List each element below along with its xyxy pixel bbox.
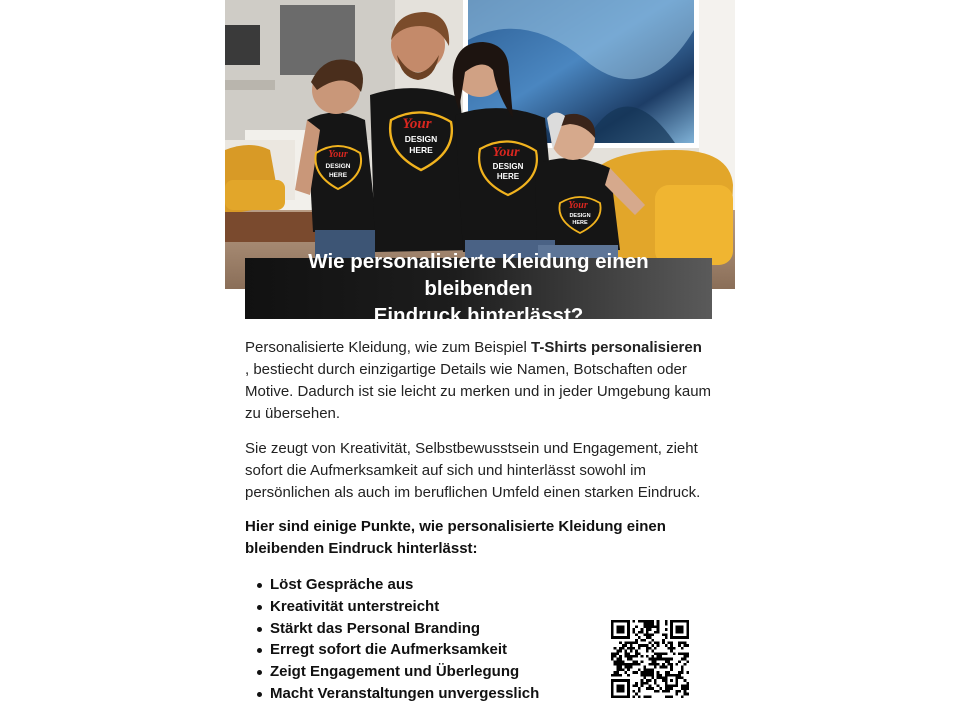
points-list	[245, 574, 539, 705]
list-item: Löst Gespräche aus	[245, 574, 539, 596]
svg-text:Your: Your	[492, 145, 520, 160]
headline-line-2: Eindruck hinterlässt?	[373, 304, 584, 327]
headline-line-1: Wie personalisierte Kleidung einen bleibenden	[308, 250, 649, 300]
poster-page	[225, 0, 735, 720]
intro-paragraph	[245, 337, 715, 425]
svg-text:DESIGN: DESIGN	[492, 162, 524, 171]
svg-text:DESIGN: DESIGN	[325, 163, 351, 170]
headline	[255, 248, 702, 329]
svg-text:DESIGN: DESIGN	[569, 213, 591, 219]
svg-text:HERE: HERE	[496, 172, 520, 181]
svg-text:HERE: HERE	[328, 172, 348, 179]
svg-text:Your: Your	[402, 116, 432, 132]
headline-banner	[245, 250, 712, 327]
qr-code-icon[interactable]	[611, 620, 689, 698]
svg-text:HERE: HERE	[572, 220, 588, 226]
list-lead: Hier sind einige Punkte, wie personalisierte Kleidung einen bleibenden Eindruck hinterlässt:	[245, 518, 666, 557]
list-item: Macht Veranstaltungen unvergesslich	[245, 683, 539, 705]
list-item: Erregt sofort die Aufmerksamkeit	[245, 639, 539, 661]
list-item: Kreativität unterstreicht	[245, 596, 539, 618]
svg-text:HERE: HERE	[409, 145, 433, 155]
intro-text-start: Personalisierte Kleidung, wie zum Beispiel	[245, 339, 531, 356]
svg-text:DESIGN: DESIGN	[404, 134, 438, 144]
svg-text:Your: Your	[328, 149, 348, 160]
svg-text:Your: Your	[568, 200, 588, 211]
intro-highlight: T-Shirts personalisieren	[530, 339, 702, 356]
second-paragraph: Sie zeugt von Kreativität, Selbstbewusstsein und Engagement, zieht sofort die Aufmerksamkeit auf sich und hinterlässt sowohl im persönlichen als auch im beruflichen Umfeld einen starken Eindruck.	[245, 440, 701, 501]
intro-text-end: , bestiecht durch einzigartige Details wie Namen, Botschaften oder Motive. Dadurch ist sie leicht zu merken und in jeder Umgebung kaum zu übersehen.	[245, 361, 712, 422]
list-item: Stärkt das Personal Branding	[245, 618, 539, 640]
list-item: Zeigt Engagement und Überlegung	[245, 661, 539, 683]
family-photo	[225, 0, 735, 289]
